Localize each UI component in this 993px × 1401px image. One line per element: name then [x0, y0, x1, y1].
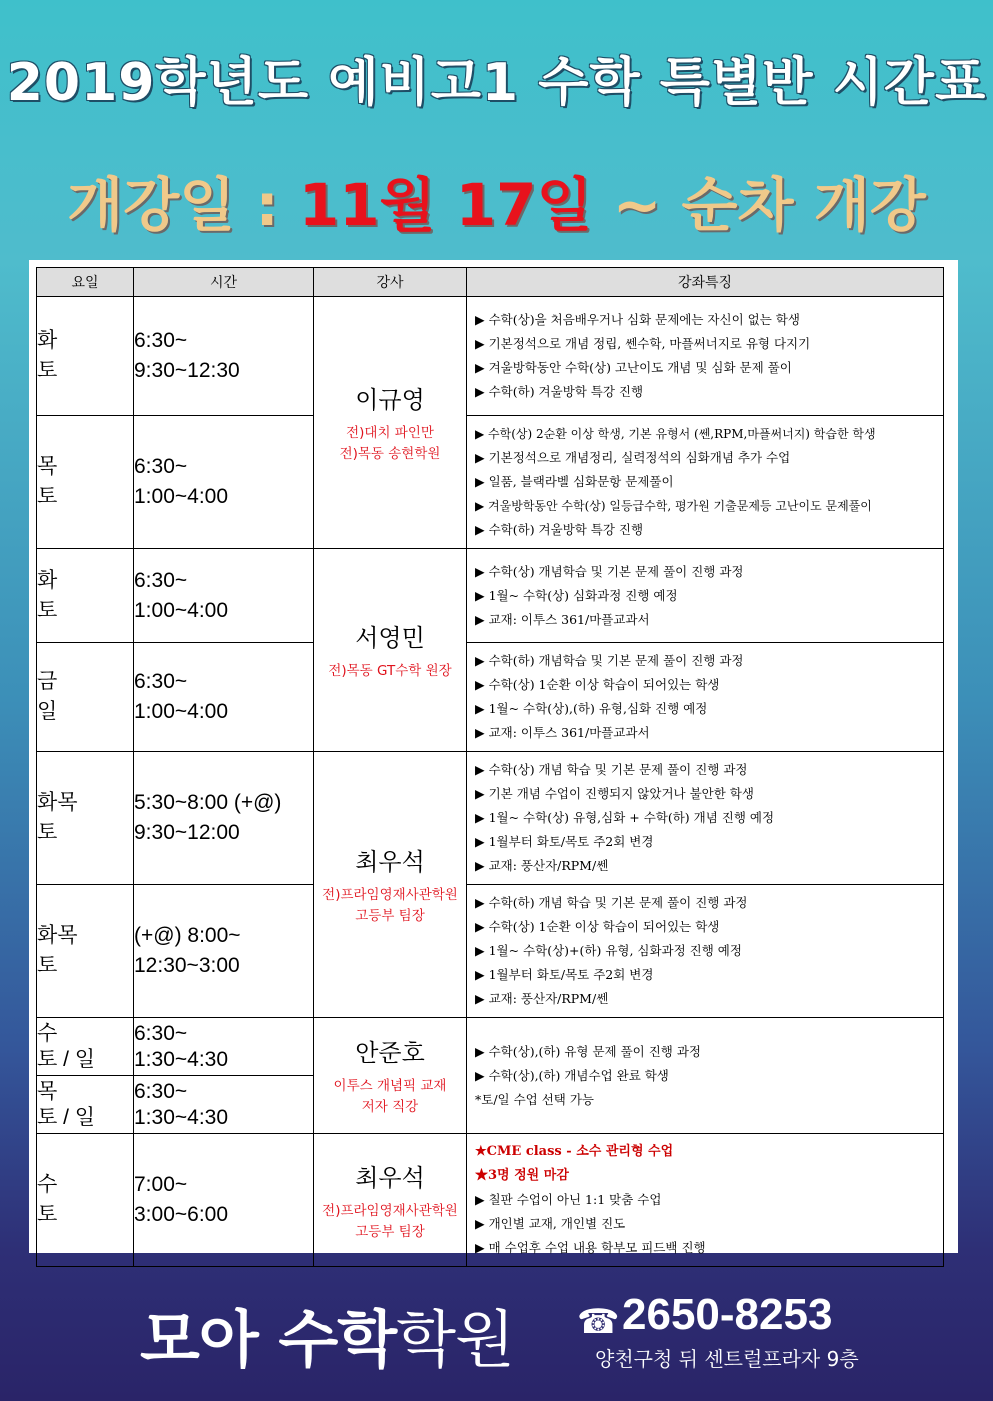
- instructor-credential: 전)목동 GT수학 원장: [328, 663, 452, 679]
- table-row: [37, 1018, 944, 1076]
- day-cell: [37, 1134, 134, 1267]
- day-text: 화: [37, 568, 58, 592]
- day-text: 토: [37, 1203, 58, 1226]
- opening-suffix: ~ 순차 개강: [592, 171, 926, 239]
- feature-highlight: ★CME class - 소수 관리형 수업: [475, 1144, 674, 1159]
- feature-line: ▶ 1월부터 화토/목토 주2회 변경: [475, 834, 654, 849]
- time-text: (+@) 8:00~: [134, 924, 241, 947]
- features-cell: [467, 549, 944, 643]
- features-cell: [467, 752, 944, 885]
- instructor-cell: [314, 297, 467, 549]
- time-text: 3:00~6:00: [134, 1203, 229, 1226]
- time-text: 6:30~: [134, 670, 188, 693]
- feature-line: ▶ 1월~ 수학(상),(하) 유형,심화 진행 예정: [475, 701, 708, 716]
- instructor-name: 최우석: [355, 848, 425, 876]
- features-cell: [467, 1018, 944, 1134]
- academy-name: [140, 1290, 514, 1379]
- opening-date: 11월 17일: [298, 171, 593, 239]
- time-text: 1:00~4:00: [134, 485, 229, 508]
- academy-name-light: 학원: [396, 1303, 514, 1376]
- day-text: 화: [37, 329, 58, 352]
- instructor-credential: 고등부 팀장: [355, 908, 425, 924]
- day-text: 화목: [37, 791, 78, 814]
- day-text: 수: [37, 1021, 58, 1045]
- feature-line: ▶ 기본 개념 수업이 진행되지 않았거나 불안한 학생: [475, 786, 754, 801]
- feature-line: ▶ 칠판 수업이 아닌 1:1 맞춤 수업: [475, 1192, 662, 1207]
- day-text: 토 / 일: [37, 1105, 96, 1129]
- opening-date-banner: [0, 158, 993, 242]
- page-title: 2019학년도 예비고1 수학 특별반 시간표: [6, 53, 987, 113]
- day-cell: [37, 643, 134, 752]
- feature-line: ▶ 1월부터 화토/목토 주2회 변경: [475, 967, 654, 982]
- time-cell: [134, 1076, 314, 1134]
- day-cell: [37, 885, 134, 1018]
- time-text: 9:30~12:30: [134, 359, 240, 382]
- feature-line: ▶ 개인별 교재, 개인별 진도: [475, 1216, 626, 1231]
- feature-line: ▶ 수학(상) 1순환 이상 학습이 되어있는 학생: [475, 919, 720, 934]
- opening-label: 개강일 :: [67, 171, 299, 239]
- feature-line: ▶ 매 수업후 수업 내용 학부모 피드백 진행: [475, 1240, 706, 1255]
- feature-line: ▶ 교재: 풍산자/RPM/쎈: [475, 858, 609, 873]
- instructor-name: 이규영: [355, 386, 425, 414]
- day-text: 목: [37, 455, 58, 478]
- instructor-name: 서영민: [355, 624, 425, 652]
- time-text: 1:30~4:30: [134, 1047, 229, 1071]
- day-text: 목: [37, 1079, 58, 1103]
- instructor-cell: [314, 752, 467, 1018]
- time-text: 1:00~4:00: [134, 598, 229, 622]
- table-row: [37, 297, 944, 416]
- table-row: [37, 549, 944, 643]
- feature-line: ▶ 수학(상) 1순환 이상 학습이 되어있는 학생: [475, 677, 720, 692]
- timetable-sheet: [29, 260, 958, 1253]
- day-cell: [37, 297, 134, 416]
- feature-line: ▶ 수학(하) 겨울방학 특강 진행: [475, 522, 644, 537]
- day-cell: [37, 752, 134, 885]
- day-cell: [37, 1076, 134, 1134]
- features-cell: [467, 297, 944, 416]
- col-header-day: 요일: [37, 268, 134, 297]
- instructor-name: 최우석: [355, 1163, 425, 1192]
- feature-line: ▶ 수학(하) 개념 학습 및 기본 문제 풀이 진행 과정: [475, 895, 748, 910]
- feature-line: ▶ 교재: 풍산자/RPM/쎈: [475, 991, 609, 1006]
- time-cell: [134, 1018, 314, 1076]
- table-header-row: [37, 268, 944, 297]
- feature-line: ▶ 수학(상) 2순환 이상 학생, 기본 유형서 (쎈,RPM,마플써너지) 학습한 학생: [475, 427, 876, 441]
- feature-line: ▶ 교재: 이투스 361/마플교과서: [475, 611, 650, 627]
- feature-line: ▶ 수학(하) 겨울방학 특강 진행: [475, 384, 644, 399]
- time-cell: [134, 416, 314, 549]
- feature-line: ▶ 수학(상) 개념학습 및 기본 문제 풀이 진행 과정: [475, 563, 744, 579]
- feature-line: ▶ 기본정석으로 개념 정립, 쎈수학, 마플써너지로 유형 다지기: [475, 336, 811, 351]
- instructor-credential: 저자 직강: [361, 1099, 419, 1115]
- time-text: 6:30~: [134, 455, 188, 478]
- col-header-features: 강좌특징: [467, 268, 944, 297]
- instructor-credential: 전)프라임영재사관학원: [322, 887, 458, 903]
- col-header-time: 시간: [134, 268, 314, 297]
- time-cell: [134, 549, 314, 643]
- instructor-credential: 이투스 개념픽 교재: [333, 1078, 447, 1094]
- feature-line: ▶ 수학(상) 개념 학습 및 기본 문제 풀이 진행 과정: [475, 762, 748, 777]
- feature-line: ▶ 일품, 블랙라벨 심화문항 문제풀이: [475, 474, 674, 489]
- day-text: 토: [37, 598, 58, 622]
- time-cell: [134, 1134, 314, 1267]
- time-text: 6:30~: [134, 329, 188, 352]
- feature-line: ▶ 교재: 이투스 361/마플교과서: [475, 725, 650, 740]
- instructor-name: 안준호: [355, 1039, 425, 1067]
- phone-icon: ☎: [577, 1302, 620, 1342]
- phone-number: 2650-8253: [622, 1290, 833, 1339]
- day-text: 화목: [37, 924, 78, 947]
- time-cell: [134, 885, 314, 1018]
- academy-name-bold: 모아 수학: [140, 1303, 397, 1376]
- time-text: 6:30~: [134, 568, 188, 592]
- feature-line: ▶ 수학(상)을 처음배우거나 심화 문제에는 자신이 없는 학생: [475, 312, 800, 327]
- feature-line: *토/일 수업 선택 가능: [475, 1091, 594, 1107]
- feature-line: ▶ 겨울방학동안 수학(상) 고난이도 개념 및 심화 문제 풀이: [475, 360, 792, 375]
- table-row: [37, 1134, 944, 1267]
- instructor-cell: [314, 1134, 467, 1267]
- feature-line: ▶ 수학(상),(하) 유형 문제 풀이 진행 과정: [475, 1043, 701, 1059]
- features-cell: [467, 1134, 944, 1267]
- instructor-credential: 전)프라임영재사관학원: [322, 1202, 458, 1219]
- features-cell: [467, 416, 944, 549]
- feature-line: ▶ 1월~ 수학(상) 심화과정 진행 예정: [475, 587, 678, 603]
- day-text: 토: [37, 485, 58, 508]
- features-cell: [467, 885, 944, 1018]
- features-cell: [467, 643, 944, 752]
- time-text: 6:30~: [134, 1079, 188, 1103]
- time-text: 5:30~8:00 (+@): [134, 791, 282, 814]
- timetable: [36, 267, 944, 1267]
- feature-line: ▶ 기본정석으로 개념정리, 실력정석의 심화개념 추가 수업: [475, 450, 791, 465]
- day-text: 일: [37, 700, 58, 723]
- instructor-credential: 전)대치 파인만: [346, 425, 434, 441]
- feature-highlight: ★3명 정원 마감: [475, 1168, 569, 1183]
- day-cell: [37, 1018, 134, 1076]
- time-cell: [134, 752, 314, 885]
- instructor-cell: [314, 1018, 467, 1134]
- table-row: [37, 885, 944, 1018]
- time-text: 12:30~3:00: [134, 954, 240, 977]
- instructor-credential: 고등부 팀장: [355, 1223, 425, 1240]
- time-text: 7:00~: [134, 1173, 188, 1196]
- day-text: 금: [37, 670, 58, 693]
- instructor-cell: [314, 549, 467, 752]
- time-text: 1:30~4:30: [134, 1105, 229, 1129]
- day-cell: [37, 549, 134, 643]
- col-header-instructor: 강사: [314, 268, 467, 297]
- time-text: 9:30~12:00: [134, 821, 240, 844]
- day-text: 토: [37, 359, 58, 382]
- day-text: 토 / 일: [37, 1047, 96, 1071]
- feature-line: ▶ 수학(하) 개념학습 및 기본 문제 풀이 진행 과정: [475, 653, 744, 668]
- time-text: 6:30~: [134, 1021, 188, 1045]
- feature-line: ▶ 1월~ 수학(상) 유형,심화 + 수학(하) 개념 진행 예정: [475, 810, 775, 825]
- table-row: [37, 416, 944, 549]
- time-cell: [134, 643, 314, 752]
- feature-line: ▶ 1월~ 수학(상)+(하) 유형, 심화과정 진행 예정: [475, 943, 742, 958]
- table-row: [37, 752, 944, 885]
- feature-line: ▶ 겨울방학동안 수학(상) 일등급수학, 평가원 기출문제등 고난이도 문제풀이: [475, 499, 872, 513]
- time-text: 1:00~4:00: [134, 700, 229, 723]
- instructor-credential: 전)목동 송현학원: [339, 446, 441, 462]
- time-cell: [134, 297, 314, 416]
- feature-line: ▶ 수학(상),(하) 개념수업 완료 학생: [475, 1067, 669, 1083]
- day-cell: [37, 416, 134, 549]
- address: 양천구청 뒤 센트럴프라자 9층: [595, 1347, 859, 1371]
- day-text: 토: [37, 954, 58, 977]
- table-row: [37, 643, 944, 752]
- day-text: 수: [37, 1173, 58, 1196]
- day-text: 토: [37, 821, 58, 844]
